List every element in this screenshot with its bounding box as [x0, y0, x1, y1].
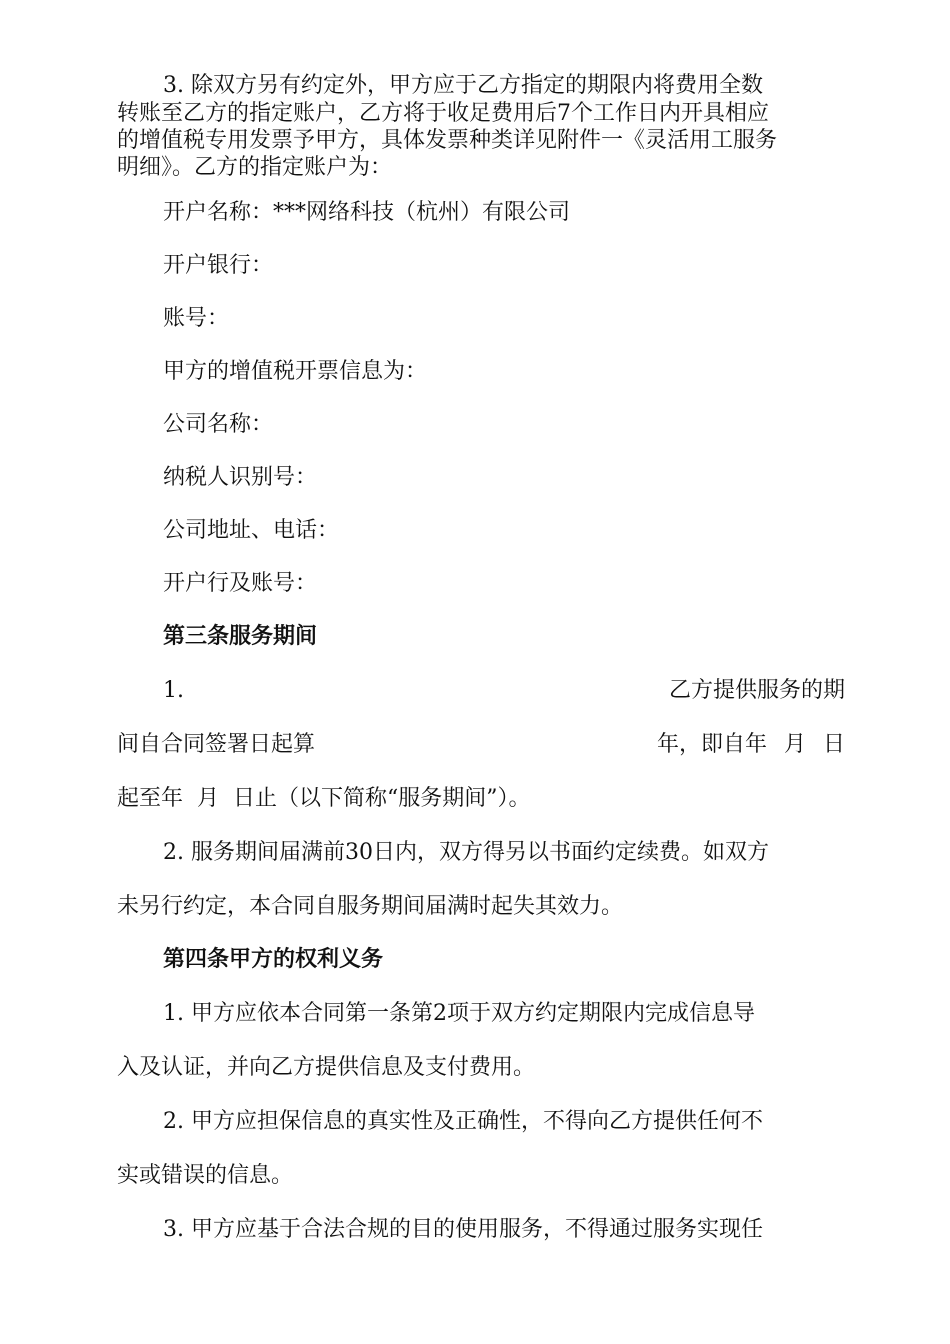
invoice-address-phone: 公司地址、电话： — [163, 518, 340, 543]
item-number: 1. — [163, 678, 184, 703]
text-fragment: 年，即自年 — [656, 732, 767, 757]
paragraph-line: 1. 甲方应依本合同第一条第2项于双方约定期限内完成信息导 — [163, 1001, 755, 1026]
paragraph-line: 的增值税专用发票予甲方，具体发票种类详见附件一《灵活用工服务 — [117, 128, 778, 153]
paragraph-line: 未另行约定，本合同自服务期间届满时起失其效力。 — [117, 894, 624, 919]
invoice-taxpayer-id: 纳税人识别号： — [163, 465, 318, 490]
account-name: 开户名称：***网络科技（杭州）有限公司 — [163, 200, 571, 225]
date-fragment — [657, 731, 845, 758]
paragraph-line: 2. 甲方应担保信息的真实性及正确性，不得向乙方提供任何不 — [163, 1109, 763, 1134]
invoice-bank-account: 开户行及账号： — [163, 571, 318, 596]
text-fragment: 乙方提供服务的期 — [668, 678, 845, 703]
section-title: 第四条甲方的权利义务 — [163, 946, 384, 972]
text-fragment: 间自合同签署日起算 — [117, 732, 316, 757]
paragraph-line — [117, 731, 845, 758]
invoice-company: 公司名称： — [163, 412, 274, 437]
paragraph-line: 3. 甲方应基于合法合规的目的使用服务，不得通过服务实现任 — [163, 1217, 763, 1242]
account-number: 账号： — [163, 306, 230, 331]
section-title: 第三条服务期间 — [163, 623, 318, 649]
invoice-intro: 甲方的增值税开票信息为： — [163, 359, 428, 384]
paragraph-line: 入及认证，并向乙方提供信息及支付费用。 — [117, 1055, 536, 1080]
paragraph-line: 明细》。乙方的指定账户为： — [117, 155, 393, 180]
paragraph-line: 3. 除双方另有约定外，甲方应于乙方指定的期限内将费用全数 — [163, 73, 763, 98]
paragraph-line — [163, 677, 845, 704]
text-fragment: 月 — [783, 732, 806, 757]
text-fragment: 日 — [822, 732, 845, 757]
paragraph-line: 起至年 月 日止（以下简称“服务期间”）。 — [117, 786, 531, 811]
paragraph-line: 转账至乙方的指定账户，乙方将于收足费用后7个工作日内开具相应 — [117, 101, 769, 126]
paragraph-line: 2. 服务期间届满前30日内，双方得另以书面约定续费。如双方 — [163, 840, 769, 865]
account-bank: 开户银行： — [163, 253, 274, 278]
paragraph-line: 实或错误的信息。 — [117, 1163, 294, 1188]
